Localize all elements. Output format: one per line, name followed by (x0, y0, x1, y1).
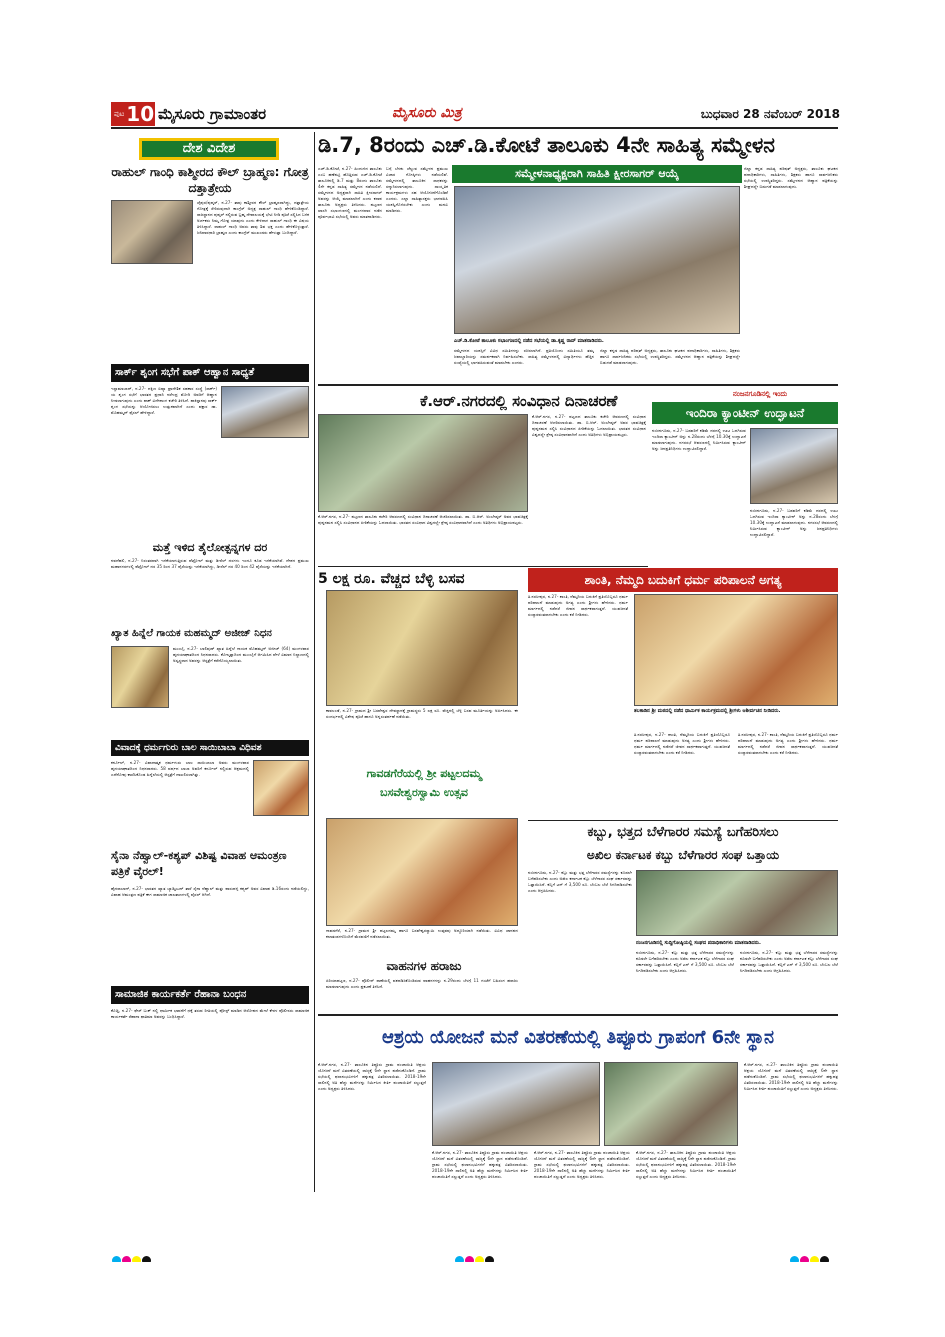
basava-body: ಕಾವಲಂಡೆ, ನ.27- ಗ್ರಾಮದ ಶ್ರೀ ಬಸವೇಶ್ವರ ದೇವಸ್ಥಾನಕ್ಕೆ ಗ್ರಾಮಸ್ಥರು 5 ಲಕ್ಷ ರೂ. ವೆಚ್ಚದಲ್ಲಿ ಬೆಳ್ಳಿ ಬಸವ ಮೂರ್ತಿಯನ್ನು ಅರ್ಪಿಸಿದರು. ಈ ಸಂದರ್ಭದಲ್ಲಿ ವಿಶೇಷ ಪೂಜೆ ಹಾಗೂ ಅನ್ನಸಂತರ್ಪಣೆ ನಡೆಯಿತು. (326, 708, 518, 719)
ashraya-photo-right (604, 1062, 738, 1146)
story-rahul-title: ರಾಹುಲ್ ಗಾಂಧಿ ಕಾಶ್ಮೀರದ ಕೌಲ್ ಬ್ರಾಹ್ಮಣ: ಗೋತ್ರ ದತ್ತಾತ್ರೇಯ (111, 165, 309, 195)
canteen-headline: ಇಂದಿರಾ ಕ್ಯಾಂಟೀನ್ ಉದ್ಘಾಟನೆ (685, 406, 805, 420)
basava-photo (326, 590, 518, 706)
page-number-prefix: ಪುಟ (114, 109, 125, 118)
kabbu-photo (636, 870, 838, 936)
ashraya-body-5: ಕೆ.ಆರ್.ನಗರ, ನ.27- ತಾಲೂಕಿನ ತಿಪ್ಪೂರು ಗ್ರಾಮ ಪಂಚಾಯಿತಿ ಆಶ್ರಯ ಯೋಜನೆ ಮನೆ ವಿತರಣೆಯಲ್ಲಿ ರಾಜ್ಯಕ್ಕೆ 6ನೇ ಸ್ಥಾನ ಪಡೆದುಕೊಂಡಿದೆ. ಗ್ರಾಮ ಸಭೆಯಲ್ಲಿ ಫಲಾನುಭವಿಗಳಿಗೆ ಹಕ್ಕುಪತ್ರ ವಿತರಿಸಲಾಯಿತು. 2018-19ನೇ ಸಾಲಿನಲ್ಲಿ ಅತಿ ಹೆಚ್ಚು ಮನೆಗಳನ್ನು ನಿರ್ಮಿಸಿದ ಕೀರ್ತಿ ಪಂಚಾಯಿತಿಗೆ ಸಲ್ಲುತ್ತದೆ ಎಂದು ಅಧ್ಯಕ್ಷರು ತಿಳಿಸಿದರು. (744, 1062, 838, 1091)
color-registration-left (112, 1250, 172, 1262)
lead-subhead: ಸಮ್ಮೇಳನಾಧ್ಯಕ್ಷರಾಗಿ ಸಾಹಿತಿ ಕ್ಷೀರಸಾಗರ್ ಆಯ್ಕೆ (515, 167, 679, 180)
story-saina-body: ಹೈದರಾಬಾದ್, ನ.27- ಭಾರತದ ಖ್ಯಾತ ಬ್ಯಾಡ್ಮಿಂಟನ್ ತಾರೆ ಸೈನಾ ನೆಹ್ವಾಲ್ ಮತ್ತು ಪಾರುಪಳ್ಳಿ ಕಶ್ಯಪ್ ಅವರ ವಿವಾಹ ಡಿ.16ರಂದು ನಡೆಯಲಿದ್ದು, ವಿವಾಹ ಆಮಂತ್ರಣ ಪತ್ರಿಕೆ ಈಗ ಸಾಮಾಜಿಕ ಜಾಲತಾಣಗಳಲ್ಲಿ ವೈರಲ್ ಆಗಿದೆ. (111, 886, 309, 897)
ashraya-body-4: ಕೆ.ಆರ್.ನಗರ, ನ.27- ತಾಲೂಕಿನ ತಿಪ್ಪೂರು ಗ್ರಾಮ ಪಂಚಾಯಿತಿ ಆಶ್ರಯ ಯೋಜನೆ ಮನೆ ವಿತರಣೆಯಲ್ಲಿ ರಾಜ್ಯಕ್ಕೆ 6ನೇ ಸ್ಥಾನ ಪಡೆದುಕೊಂಡಿದೆ. ಗ್ರಾಮ ಸಭೆಯಲ್ಲಿ ಫಲಾನುಭವಿಗಳಿಗೆ ಹಕ್ಕುಪತ್ರ ವಿತರಿಸಲಾಯಿತು. 2018-19ನೇ ಸಾಲಿನಲ್ಲಿ ಅತಿ ಹೆಚ್ಚು ಮನೆಗಳನ್ನು ನಿರ್ಮಿಸಿದ ಕೀರ್ತಿ ಪಂಚಾಯಿತಿಗೆ ಸಲ್ಲುತ್ತದೆ ಎಂದು ಅಧ್ಯಕ್ಷರು ತಿಳಿಸಿದರು. (636, 1150, 736, 1179)
basava-headline: 5 ಲಕ್ಷ ರೂ. ವೆಚ್ಚದ ಬೆಳ್ಳಿ ಬಸವ (318, 571, 465, 587)
left-column (111, 132, 309, 1242)
canteen-photo (750, 428, 838, 504)
shanti-photo (634, 594, 838, 706)
vahana-body: ಪಿರಿಯಾಪಟ್ಟಣ, ನ.27- ಪೊಲೀಸ್ ಠಾಣೆಯಲ್ಲಿ ವಶಪಡಿಸಿಕೊಂಡಿರುವ ವಾಹನಗಳನ್ನು ನ.29ರಂದು ಬೆಳಗ್ಗೆ 11 ಗಂಟೆಗೆ ಬಹಿರಂಗ ಹರಾಜು ಮಾಡಲಾಗುವುದು ಎಂದು ಪ್ರಕಟಣೆ ತಿಳಿಸಿದೆ. (326, 978, 518, 989)
utsava-body: ಗಾವಡಗೆರೆ, ನ.27- ಗ್ರಾಮದ ಶ್ರೀ ಪಟ್ಟಲದಮ್ಮ ಹಾಗೂ ಬಸವೇಶ್ವರಸ್ವಾಮಿ ಉತ್ಸವವು ಅದ್ದೂರಿಯಾಗಿ ನಡೆಯಿತು. ವಿವಿಧ ಜಾನಪದ ಕಲಾತಂಡಗಳೊಂದಿಗೆ ಮೆರವಣಿಗೆ ನಡೆಸಲಾಯಿತು. (326, 928, 518, 939)
story-sai-title-bar (111, 740, 309, 756)
utsava-photo (326, 818, 518, 926)
vahana-headline: ವಾಹನಗಳ ಹರಾಜು (386, 959, 462, 973)
utsava-headline-line1: ಗಾವಡಗೆರೆಯಲ್ಲಿ ಶ್ರೀ ಪಟ್ಟಲದಮ್ಮ (366, 767, 482, 780)
kabbu-photo-caption: ನಂಜನಗೂಡಿನಲ್ಲಿ ಸುದ್ದಿಗೋಷ್ಠಿಯಲ್ಲಿ ಸಂಘದ ಪದಾಧಿಕಾರಿಗಳು ಮಾತನಾಡಿದರು. (636, 940, 761, 946)
color-registration-right (790, 1250, 850, 1262)
canteen-body: ನಂಜನಗೂಡು, ನ.27- ಬಡವರಿಗೆ ಕಡಿಮೆ ದರದಲ್ಲಿ ಊಟ ಒದಗಿಸುವ ಇಂದಿರಾ ಕ್ಯಾಂಟೀನ್ ಅನ್ನು ನ.28ರಂದು ಬೆಳಗ್ಗೆ 10.30ಕ್ಕೆ ಉದ್ಘಾಟನೆ ಮಾಡಲಾಗುವುದು. ನಗರಸಭೆ ಆವರಣದಲ್ಲಿ ನಿರ್ಮಿಸಿರುವ ಕ್ಯಾಂಟೀನ್ ಅನ್ನು ಜನಪ್ರತಿನಿಧಿಗಳು ಉದ್ಘಾಟಿಸಲಿದ್ದಾರೆ. (652, 428, 746, 451)
lead-subhead-bar (452, 165, 742, 183)
lead-bottom-rule (318, 384, 838, 386)
kabbu-body: ನಂಜನಗೂಡು, ನ.27- ಕಬ್ಬು ಮತ್ತು ಭತ್ತ ಬೆಳೆಗಾರರ ಸಮಸ್ಯೆಗಳನ್ನು ಕೂಡಲೇ ಬಗೆಹರಿಸಬೇಕು ಎಂದು ಅಖಿಲ ಕರ್ನಾಟಕ ಕಬ್ಬು ಬೆಳೆಗಾರರ ಸಂಘ ಸರ್ಕಾರವನ್ನು ಒತ್ತಾಯಿಸಿದೆ. ಕಬ್ಬಿಗೆ ಟನ್ ಗೆ 3,500 ರೂ. ಬೆಂಬಲ ಬೆಲೆ ನಿಗದಿಪಡಿಸಬೇಕು ಎಂದು ಆಗ್ರಹಿಸಿದರು. (528, 870, 632, 893)
story-singer-title: ಖ್ಯಾತ ಹಿನ್ನೆಲೆ ಗಾಯಕ ಮಹಮ್ಮದ್ ಅಜೀಜ್ ನಿಧನ (111, 628, 272, 639)
kabbu-headline-line1: ಕಬ್ಬು, ಭತ್ತದ ಬೆಳೆಗಾರರ ಸಮಸ್ಯೆ ಬಗೆಹರಿಸಲು (587, 825, 779, 840)
story-rehana-body: ಕೊಚ್ಚಿ, ನ.27- ಫೇಸ್ ಬುಕ್ ನಲ್ಲಿ ಧಾರ್ಮಿಕ ಭಾವನೆಗೆ ಧಕ್ಕೆ ತರುವ ರೀತಿಯಲ್ಲಿ ಪೋಸ್ಟ್ ಮಾಡಿದ ಆರೋಪದ ಮೇಲೆ ಕೇರಳ ಪೊಲೀಸರು ಸಾಮಾಜಿಕ ಕಾರ್ಯಕರ್ತೆ ರೆಹಾನಾ ಫಾತಿಮಾ ಅವರನ್ನು ಬಂಧಿಸಿದ್ದಾರೆ. (111, 1008, 309, 1019)
samvidhana-body-2: ಕೆ.ಆರ್.ನಗರ, ನ.27- ಪಟ್ಟಣದ ತಾಲೂಕು ಕಚೇರಿ ಆವರಣದಲ್ಲಿ ಸಂವಿಧಾನ ದಿನಾಚರಣೆ ಆಚರಿಸಲಾಯಿತು. ಡಾ. ಬಿ.ಆರ್. ಅಂಬೇಡ್ಕರ್ ಅವರ ಭಾವಚಿತ್ರಕ್ಕೆ ಪುಷ್ಪನಮನ ಸಲ್ಲಿಸಿ ಸಂವಿಧಾನದ ಪೀಠಿಕೆಯನ್ನು ಓದಲಾಯಿತು. ಭಾರತದ ಸಂವಿಧಾನ ವಿಶ್ವದಲ್ಲೇ ಶ್ರೇಷ್ಠ ಸಂವಿಧಾನವಾಗಿದೆ ಎಂದು ಅತಿಥಿಗಳು ಅಭಿಪ್ರಾಯಪಟ್ಟರು. (532, 414, 646, 437)
story-fuel-body: ನವದೆಹಲಿ, ನ.27- ನಿರಂತರವಾಗಿ ಇಳಿಕೆಯಾಗುತ್ತಿರುವ ಪೆಟ್ರೋಲ್ ಮತ್ತು ಡೀಸೆಲ್ ದರಗಳು ಇಂದೂ ಕೂಡ ಇಳಿಕೆಯಾಗಿವೆ. ದೇಶದ ಪ್ರಮುಖ ಮಹಾನಗರಗಳಲ್ಲಿ ಪೆಟ್ರೋಲ್ ದರ 35 ರಿಂದ 37 ಪೈಸೆಯಷ್ಟು ಇಳಿಕೆಯಾಗಿದ್ದು, ಡೀಸೆಲ್ ದರ 40 ರಿಂದ 42 ಪೈಸೆಯಷ್ಟು ಇಳಿಕೆಯಾಗಿದೆ. (111, 558, 309, 569)
lead-col-3: ಸಮ್ಮೇಳನದ ಯಶಸ್ಸಿಗೆ ವಿವಿಧ ಸಮಿತಿಗಳನ್ನು ರಚಿಸಲಾಗಿದೆ. ಪ್ರತಿಯೊಂದು ಸಮಿತಿಯೂ ತಮ್ಮ ಜವಾಬ್ದಾರಿಯನ್ನು ಸಮರ್ಪಕವಾಗಿ ನಿರ್ವಹಿಸಬೇಕು. ಸಾಹಿತ್ಯ ಸಮ್ಮೇಳನದಲ್ಲಿ ವಿದ್ಯಾರ್ಥಿಗಳು ಹೆಚ್ಚಿನ ಸಂಖ್ಯೆಯಲ್ಲಿ ಭಾಗವಹಿಸುವಂತೆ ಮಾಡಬೇಕು ಎಂದರು. (454, 348, 594, 365)
kabbu-body-2: ನಂಜನಗೂಡು, ನ.27- ಕಬ್ಬು ಮತ್ತು ಭತ್ತ ಬೆಳೆಗಾರರ ಸಮಸ್ಯೆಗಳನ್ನು ಕೂಡಲೇ ಬಗೆಹರಿಸಬೇಕು ಎಂದು ಅಖಿಲ ಕರ್ನಾಟಕ ಕಬ್ಬು ಬೆಳೆಗಾರರ ಸಂಘ ಸರ್ಕಾರವನ್ನು ಒತ್ತಾಯಿಸಿದೆ. ಕಬ್ಬಿಗೆ ಟನ್ ಗೆ 3,500 ರೂ. ಬೆಂಬಲ ಬೆಲೆ ನಿಗದಿಪಡಿಸಬೇಕು ಎಂದು ಆಗ್ರಹಿಸಿದರು. (636, 950, 734, 973)
samvidhana-photo (318, 414, 528, 512)
utsava-headline-line2: ಬಸವೇಶ್ವರಸ್ವಾಮಿ ಉತ್ಸವ (380, 786, 468, 799)
lead-col-1: ಎಚ್.ಡಿ.ಕೋಟೆ, ನ.27- ಹಿಂದುಳಿದ ತಾಲೂಕು ಎಂಬ ಹಣೆಪಟ್ಟಿ ಹೊತ್ತಿರುವ ಎಚ್.ಡಿ.ಕೋಟೆ ತಾಲೂಕಿನಲ್ಲಿ ಡಿ.7 ಮತ್ತು 8ರಂದು ತಾಲೂಕು 4ನೇ ಕನ್ನಡ ಸಾಹಿತ್ಯ ಸಮ್ಮೇಳನ ನಡೆಯಲಿದೆ. ಸಮ್ಮೇಳನದ ಅಧ್ಯಕ್ಷರಾಗಿ ಸಾಹಿತಿ ಕ್ಷೀರಸಾಗರ್ ಅವರನ್ನು ಆಯ್ಕೆ ಮಾಡಲಾಗಿದೆ ಎಂದು ಕಸಾಪ ತಾಲೂಕು ಅಧ್ಯಕ್ಷರು ತಿಳಿಸಿದರು. ಪಟ್ಟಣದ ಖಾಸಗಿ ಸಭಾಂಗಣದಲ್ಲಿ ಮಂಗಳವಾರ ನಡೆದ ಪೂರ್ವಭಾವಿ ಸಭೆಯಲ್ಲಿ ಅವರು ಮಾತನಾಡಿದರು. (318, 166, 382, 219)
column-divider (314, 132, 315, 1192)
page-number: 10 (126, 102, 155, 126)
story-saarc-photo (221, 386, 309, 438)
shanti-body-3: ತಿ.ನರಸೀಪುರ, ನ.27- ಶಾಂತಿ, ನೆಮ್ಮದಿಯ ಬದುಕಿಗೆ ಪ್ರತಿಯೊಬ್ಬರೂ ಧರ್ಮ ಪರಿಪಾಲನೆ ಮಾಡುವುದು ಅಗತ್ಯ ಎಂದು ಶ್ರೀಗಳು ಹೇಳಿದರು. ಧರ್ಮ ಮಾರ್ಗದಲ್ಲಿ ನಡೆದರೆ ಜೀವನ ಸಾರ್ಥಕವಾಗುತ್ತದೆ. ಯುವಜನತೆ ಸಂಸ್ಕಾರವಂತರಾಗಬೇಕು ಎಂದು ಕರೆ ನೀಡಿದರು. (738, 732, 838, 755)
story-rehana-title: ಸಾಮಾಜಿಕ ಕಾರ್ಯಕರ್ತೆ ರೆಹಾನಾ ಬಂಧನ (115, 989, 247, 1000)
lead-col-4: ಜಿಲ್ಲಾ ಕನ್ನಡ ಸಾಹಿತ್ಯ ಪರಿಷತ್ ಅಧ್ಯಕ್ಷರು, ತಾಲೂಕು ಘಟಕದ ಪದಾಧಿಕಾರಿಗಳು, ಸಾಹಿತಿಗಳು, ಶಿಕ್ಷಕರು ಹಾಗೂ ಸಾರ್ವಜನಿಕರು ಸಭೆಯಲ್ಲಿ ಉಪಸ್ಥಿತರಿದ್ದರು. ಸಮ್ಮೇಳನದ ಆಹ್ವಾನ ಪತ್ರಿಕೆಯನ್ನು ಶೀಘ್ರದಲ್ಲೇ ಬಿಡುಗಡೆ ಮಾಡಲಾಗುವುದು. (600, 348, 740, 365)
story-fuel-title: ಮತ್ತೆ ಇಳಿದ ತೈಲೋತ್ಪನ್ನಗಳ ದರ (152, 541, 268, 554)
story-sai-title: ವಿವಾದಕ್ಕೆ ಧರ್ಮಗುರು ಬಾಲ ಸಾಯಿಬಾಬಾ ವಿಧಿವಶ (115, 743, 262, 753)
canteen-headline-bar (652, 402, 838, 424)
section-banner-label: ದೇಶ ವಿದೇಶ (182, 141, 236, 156)
samvidhana-bottom-rule (318, 566, 648, 567)
lead-photo (454, 186, 740, 334)
kabbu-headline-line2: ಅಖಿಲ ಕರ್ನಾಟಕ ಕಬ್ಬು ಬೆಳೆಗಾರರ ಸಂಘ ಒತ್ತಾಯ (586, 848, 780, 862)
story-saarc-title: ಸಾರ್ಕ್ ಶೃಂಗ ಸಭೆಗೆ ಪಾಕ್ ಆಹ್ವಾನ ಸಾಧ್ಯತೆ (115, 367, 255, 378)
shanti-photo-caption: ತಲಕಾಡಿನ ಶ್ರೀ ಮಠದಲ್ಲಿ ನಡೆದ ಧಾರ್ಮಿಕ ಕಾರ್ಯಕ್ರಮದಲ್ಲಿ ಶ್ರೀಗಳು ಆಶೀರ್ವಚನ ನೀಡಿದರು. (634, 708, 781, 714)
story-singer-body: ಮುಂಬೈ, ನ.27- ಬಾಲಿವುಡ್ ಖ್ಯಾತ ಹಿನ್ನೆಲೆ ಗಾಯಕ ಮೊಹಮ್ಮದ್ ಅಜೀಜ್ (64) ಮಂಗಳವಾರ ಹೃದಯಾಘಾತದಿಂದ ನಿಧನರಾದರು. ಕೋಲ್ಕತ್ತಾದಿಂದ ಮುಂಬೈಗೆ ಆಗಮಿಸಿದ ವೇಳೆ ವಿಮಾನ ನಿಲ್ದಾಣದಲ್ಲಿ ಅಸ್ವಸ್ಥರಾದ ಅವರನ್ನು ಆಸ್ಪತ್ರೆಗೆ ಕರೆದೊಯ್ಯಲಾಯಿತು. (173, 646, 309, 663)
page-number-badge (111, 102, 155, 126)
story-singer-photo (111, 646, 169, 708)
shanti-headline-bar (528, 568, 838, 592)
story-rahul-body: ಜೈಪುರ/ಪುಷ್ಕರ್, ನ.27- ತಾವು ಕಾಶ್ಮೀರದ ಕೌಲ್ ಬ್ರಾಹ್ಮಣರಾಗಿದ್ದು, ದತ್ತಾತ್ರೇಯ ಗೋತ್ರಕ್ಕೆ ಸೇರಿರುವುದಾಗಿ ಕಾಂಗ್ರೆಸ್ ಅಧ್ಯಕ್ಷ ರಾಹುಲ್ ಗಾಂಧಿ ಹೇಳಿಕೊಂಡಿದ್ದಾರೆ. ರಾಜಸ್ಥಾನದ ಪುಷ್ಕರ್ ನಲ್ಲಿರುವ ಬ್ರಹ್ಮ ದೇವಾಲಯಕ್ಕೆ ಭೇಟಿ ನೀಡಿ ಪೂಜೆ ಸಲ್ಲಿಸಿದ ಬಳಿಕ ಅರ್ಚಕರು ನಿಮ್ಮ ಗೋತ್ರ ಯಾವುದು ಎಂದು ಕೇಳಿದಾಗ ರಾಹುಲ್ ಗಾಂಧಿ ಈ ವಿಷಯ ತಿಳಿಸಿದ್ದಾರೆ. ರಾಹುಲ್ ಗಾಂಧಿ ಅವರು ತಾವು ಶಿವ ಭಕ್ತ ಎಂದು ಹೇಳಿಕೊಳ್ಳುತ್ತಾರೆ. ಜನಿವಾರಧಾರಿ ಬ್ರಾಹ್ಮಣ ಎಂದು ಕಾಂಗ್ರೆಸ್ ಮುಖಂಡರು ಹೇಳುತ್ತಾ ಬಂದಿದ್ದಾರೆ. (197, 200, 309, 235)
section-title: ಮೈಸೂರು ಗ್ರಾಮಾಂತರ (158, 105, 267, 123)
kabbu-bottom-rule (318, 1014, 838, 1016)
kabbu-body-3: ನಂಜನಗೂಡು, ನ.27- ಕಬ್ಬು ಮತ್ತು ಭತ್ತ ಬೆಳೆಗಾರರ ಸಮಸ್ಯೆಗಳನ್ನು ಕೂಡಲೇ ಬಗೆಹರಿಸಬೇಕು ಎಂದು ಅಖಿಲ ಕರ್ನಾಟಕ ಕಬ್ಬು ಬೆಳೆಗಾರರ ಸಂಘ ಸರ್ಕಾರವನ್ನು ಒತ್ತಾಯಿಸಿದೆ. ಕಬ್ಬಿಗೆ ಟನ್ ಗೆ 3,500 ರೂ. ಬೆಂಬಲ ಬೆಲೆ ನಿಗದಿಪಡಿಸಬೇಕು ಎಂದು ಆಗ್ರಹಿಸಿದರು. (740, 950, 838, 973)
section-banner-desha-videsha (139, 138, 279, 160)
story-rahul-photo (111, 200, 193, 264)
utsava-headline-box (340, 764, 508, 802)
issue-date: ಬುಧವಾರ 28 ನವೆಂಬರ್ 2018 (700, 107, 840, 121)
shanti-headline: ಶಾಂತಿ, ನೆಮ್ಮದಿ ಬದುಕಿಗೆ ಧರ್ಮ ಪರಿಪಾಲನೆ ಅಗತ್ಯ (584, 573, 782, 587)
story-rehana-title-bar (111, 986, 309, 1004)
ashraya-body: ಕೆ.ಆರ್.ನಗರ, ನ.27- ತಾಲೂಕಿನ ತಿಪ್ಪೂರು ಗ್ರಾಮ ಪಂಚಾಯಿತಿ ಆಶ್ರಯ ಯೋಜನೆ ಮನೆ ವಿತರಣೆಯಲ್ಲಿ ರಾಜ್ಯಕ್ಕೆ 6ನೇ ಸ್ಥಾನ ಪಡೆದುಕೊಂಡಿದೆ. ಗ್ರಾಮ ಸಭೆಯಲ್ಲಿ ಫಲಾನುಭವಿಗಳಿಗೆ ಹಕ್ಕುಪತ್ರ ವಿತರಿಸಲಾಯಿತು. 2018-19ನೇ ಸಾಲಿನಲ್ಲಿ ಅತಿ ಹೆಚ್ಚು ಮನೆಗಳನ್ನು ನಿರ್ಮಿಸಿದ ಕೀರ್ತಿ ಪಂಚಾಯಿತಿಗೆ ಸಲ್ಲುತ್ತದೆ ಎಂದು ಅಧ್ಯಕ್ಷರು ತಿಳಿಸಿದರು. (318, 1062, 426, 1091)
shanti-bottom-rule (528, 820, 838, 821)
story-sai-body: ಕರ್ನೂಲ್, ನ.27- ವಿವಾದಾತ್ಮಕ ಧರ್ಮಗುರು ಬಾಲ ಸಾಯಿಬಾಬಾ ಅವರು ಮಂಗಳವಾರ ಹೃದಯಾಘಾತದಿಂದ ನಿಧನರಾದರು. 58 ವರ್ಷದ ಬಾಬಾ ಅವರಿಗೆ ಕರ್ನೂಲ್ ನಲ್ಲಿರುವ ಆಶ್ರಮದಲ್ಲಿ ಎದೆನೋವು ಕಾಣಿಸಿಕೊಂಡ ಹಿನ್ನೆಲೆಯಲ್ಲಿ ಆಸ್ಪತ್ರೆಗೆ ದಾಖಲಿಸಲಾಗಿತ್ತು. (111, 760, 249, 777)
ashraya-photo-left (432, 1062, 600, 1146)
samvidhana-headline: ಕೆ.ಆರ್.ನಗರದಲ್ಲಿ ಸಂವಿಧಾನ ದಿನಾಚರಣೆ (420, 392, 618, 410)
samvidhana-body: ಕೆ.ಆರ್.ನಗರ, ನ.27- ಪಟ್ಟಣದ ತಾಲೂಕು ಕಚೇರಿ ಆವರಣದಲ್ಲಿ ಸಂವಿಧಾನ ದಿನಾಚರಣೆ ಆಚರಿಸಲಾಯಿತು. ಡಾ. ಬಿ.ಆರ್. ಅಂಬೇಡ್ಕರ್ ಅವರ ಭಾವಚಿತ್ರಕ್ಕೆ ಪುಷ್ಪನಮನ ಸಲ್ಲಿಸಿ ಸಂವಿಧಾನದ ಪೀಠಿಕೆಯನ್ನು ಓದಲಾಯಿತು. ಭಾರತದ ಸಂವಿಧಾನ ವಿಶ್ವದಲ್ಲೇ ಶ್ರೇಷ್ಠ ಸಂವಿಧಾನವಾಗಿದೆ ಎಂದು ಅತಿಥಿಗಳು ಅಭಿಪ್ರಾಯಪಟ್ಟರು. (318, 514, 528, 525)
ashraya-headline: ಆಶ್ರಯ ಯೋಜನೆ ಮನೆ ವಿತರಣೆಯಲ್ಲಿ ತಿಪ್ಪೂರು ಗ್ರಾಪಂಗೆ 6ನೇ ಸ್ಥಾನ (381, 1027, 775, 1048)
shanti-body: ತಿ.ನರಸೀಪುರ, ನ.27- ಶಾಂತಿ, ನೆಮ್ಮದಿಯ ಬದುಕಿಗೆ ಪ್ರತಿಯೊಬ್ಬರೂ ಧರ್ಮ ಪರಿಪಾಲನೆ ಮಾಡುವುದು ಅಗತ್ಯ ಎಂದು ಶ್ರೀಗಳು ಹೇಳಿದರು. ಧರ್ಮ ಮಾರ್ಗದಲ್ಲಿ ನಡೆದರೆ ಜೀವನ ಸಾರ್ಥಕವಾಗುತ್ತದೆ. ಯುವಜನತೆ ಸಂಸ್ಕಾರವಂತರಾಗಬೇಕು ಎಂದು ಕರೆ ನೀಡಿದರು. (528, 594, 628, 617)
ashraya-body-2: ಕೆ.ಆರ್.ನಗರ, ನ.27- ತಾಲೂಕಿನ ತಿಪ್ಪೂರು ಗ್ರಾಮ ಪಂಚಾಯಿತಿ ಆಶ್ರಯ ಯೋಜನೆ ಮನೆ ವಿತರಣೆಯಲ್ಲಿ ರಾಜ್ಯಕ್ಕೆ 6ನೇ ಸ್ಥಾನ ಪಡೆದುಕೊಂಡಿದೆ. ಗ್ರಾಮ ಸಭೆಯಲ್ಲಿ ಫಲಾನುಭವಿಗಳಿಗೆ ಹಕ್ಕುಪತ್ರ ವಿತರಿಸಲಾಯಿತು. 2018-19ನೇ ಸಾಲಿನಲ್ಲಿ ಅತಿ ಹೆಚ್ಚು ಮನೆಗಳನ್ನು ನಿರ್ಮಿಸಿದ ಕೀರ್ತಿ ಪಂಚಾಯಿತಿಗೆ ಸಲ್ಲುತ್ತದೆ ಎಂದು ಅಧ್ಯಕ್ಷರು ತಿಳಿಸಿದರು. (432, 1150, 528, 1179)
color-registration-center (455, 1250, 515, 1262)
canteen-body-2: ನಂಜನಗೂಡು, ನ.27- ಬಡವರಿಗೆ ಕಡಿಮೆ ದರದಲ್ಲಿ ಊಟ ಒದಗಿಸುವ ಇಂದಿರಾ ಕ್ಯಾಂಟೀನ್ ಅನ್ನು ನ.28ರಂದು ಬೆಳಗ್ಗೆ 10.30ಕ್ಕೆ ಉದ್ಘಾಟನೆ ಮಾಡಲಾಗುವುದು. ನಗರಸಭೆ ಆವರಣದಲ್ಲಿ ನಿರ್ಮಿಸಿರುವ ಕ್ಯಾಂಟೀನ್ ಅನ್ನು ಜನಪ್ರತಿನಿಧಿಗಳು ಉದ್ಘಾಟಿಸಲಿದ್ದಾರೆ. (750, 508, 838, 537)
story-saarc-title-bar (111, 364, 309, 382)
lead-headline: ಡಿ.7, 8ರಂದು ಎಚ್.ಡಿ.ಕೋಟೆ ತಾಲೂಕು 4ನೇ ಸಾಹಿತ್ಯ ಸಮ್ಮೇಳನ (318, 133, 775, 157)
lead-col-2: ಬಗ್ಗೆ ಬೆಳಕು ಚೆಲ್ಲುವ ಸಮ್ಮೇಳನ ಪ್ರಮುಖ ವಿಚಾರ ಗೋಷ್ಠಿಗಳು ನಡೆಯಲಿವೆ. ಸಮ್ಮೇಳನದಲ್ಲಿ ತಾಲೂಕಿನ ಸಾಧಕರನ್ನು ಸನ್ಮಾನಿಸಲಾಗುವುದು. ಸಾಂಸ್ಕೃತಿಕ ಕಾರ್ಯಕ್ರಮಗಳು ಸಹ ಆಯೋಜನೆಗೊಂಡಿವೆ ಎಂದರು. ಎಲ್ಲಾ ಸಾಹಿತ್ಯಾಸಕ್ತರು ಭಾಗವಹಿಸಿ ಯಶಸ್ವಿಗೊಳಿಸಬೇಕು ಎಂದು ಮನವಿ ಮಾಡಿದರು. (386, 166, 448, 213)
kabbu-headline-box (528, 822, 838, 868)
canteen-kicker: ನಂಜನಗೂಡಿನಲ್ಲಿ ಇಂದು (732, 390, 788, 398)
paper-name: ಮೈಸೂರು ಮಿತ್ರ (392, 105, 462, 121)
lead-col-5: ಜಿಲ್ಲಾ ಕನ್ನಡ ಸಾಹಿತ್ಯ ಪರಿಷತ್ ಅಧ್ಯಕ್ಷರು, ತಾಲೂಕು ಘಟಕದ ಪದಾಧಿಕಾರಿಗಳು, ಸಾಹಿತಿಗಳು, ಶಿಕ್ಷಕರು ಹಾಗೂ ಸಾರ್ವಜನಿಕರು ಸಭೆಯಲ್ಲಿ ಉಪಸ್ಥಿತರಿದ್ದರು. ಸಮ್ಮೇಳನದ ಆಹ್ವಾನ ಪತ್ರಿಕೆಯನ್ನು ಶೀಘ್ರದಲ್ಲೇ ಬಿಡುಗಡೆ ಮಾಡಲಾಗುವುದು. (744, 166, 838, 189)
lead-photo-caption: ಎಚ್.ಡಿ.ಕೋಟೆ ತಾಲೂಕು ಸಭಾಂಗಣದಲ್ಲಿ ನಡೆದ ಸಭೆಯಲ್ಲಿ ಡಾ.ಕೃಷ್ಣ ರಾವ್ ಮಾತನಾಡಿದರು. (454, 338, 604, 344)
ashraya-body-3: ಕೆ.ಆರ್.ನಗರ, ನ.27- ತಾಲೂಕಿನ ತಿಪ್ಪೂರು ಗ್ರಾಮ ಪಂಚಾಯಿತಿ ಆಶ್ರಯ ಯೋಜನೆ ಮನೆ ವಿತರಣೆಯಲ್ಲಿ ರಾಜ್ಯಕ್ಕೆ 6ನೇ ಸ್ಥಾನ ಪಡೆದುಕೊಂಡಿದೆ. ಗ್ರಾಮ ಸಭೆಯಲ್ಲಿ ಫಲಾನುಭವಿಗಳಿಗೆ ಹಕ್ಕುಪತ್ರ ವಿತರಿಸಲಾಯಿತು. 2018-19ನೇ ಸಾಲಿನಲ್ಲಿ ಅತಿ ಹೆಚ್ಚು ಮನೆಗಳನ್ನು ನಿರ್ಮಿಸಿದ ಕೀರ್ತಿ ಪಂಚಾಯಿತಿಗೆ ಸಲ್ಲುತ್ತದೆ ಎಂದು ಅಧ್ಯಕ್ಷರು ತಿಳಿಸಿದರು. (534, 1150, 630, 1179)
story-saina-title: ಸೈನಾ ನೆಹ್ವಾಲ್-ಕಶ್ಯಪ್ ವಿಶಿಷ್ಟ ವಿವಾಹ ಆಮಂತ್ರಣ ಪತ್ರಿಕೆ ವೈರಲ್! (111, 849, 287, 878)
story-saarc-body: ಇಸ್ಲಾಮಾಬಾದ್, ನ.27- ದಕ್ಷಿಣ ಏಷ್ಯಾ ಪ್ರಾದೇಶಿಕ ಸಹಕಾರ ಸಂಸ್ಥೆ (ಸಾರ್ಕ್) ಯ ಶೃಂಗ ಸಭೆಗೆ ಭಾರತದ ಪ್ರಧಾನಿ ನರೇಂದ್ರ ಮೋದಿ ಅವರಿಗೆ ಆಹ್ವಾನ ನೀಡಲಾಗುವುದು ಎಂದು ಪಾಕ್ ವಿದೇಶಾಂಗ ಕಚೇರಿ ತಿಳಿಸಿದೆ. ಪಾಕಿಸ್ತಾನವು ಸಾರ್ಕ್ ಶೃಂಗ ಸಭೆಯನ್ನು ಆಯೋಜಿಸಲು ಉತ್ಸುಕವಾಗಿದೆ ಎಂದು ವಕ್ತಾರ ಡಾ. ಮೊಹಮ್ಮದ್ ಫೈಸಲ್ ಹೇಳಿದ್ದಾರೆ. (111, 386, 217, 415)
shanti-body-2: ತಿ.ನರಸೀಪುರ, ನ.27- ಶಾಂತಿ, ನೆಮ್ಮದಿಯ ಬದುಕಿಗೆ ಪ್ರತಿಯೊಬ್ಬರೂ ಧರ್ಮ ಪರಿಪಾಲನೆ ಮಾಡುವುದು ಅಗತ್ಯ ಎಂದು ಶ್ರೀಗಳು ಹೇಳಿದರು. ಧರ್ಮ ಮಾರ್ಗದಲ್ಲಿ ನಡೆದರೆ ಜೀವನ ಸಾರ್ಥಕವಾಗುತ್ತದೆ. ಯುವಜನತೆ ಸಂಸ್ಕಾರವಂತರಾಗಬೇಕು ಎಂದು ಕರೆ ನೀಡಿದರು. (634, 732, 730, 755)
story-sai-photo (253, 760, 309, 816)
